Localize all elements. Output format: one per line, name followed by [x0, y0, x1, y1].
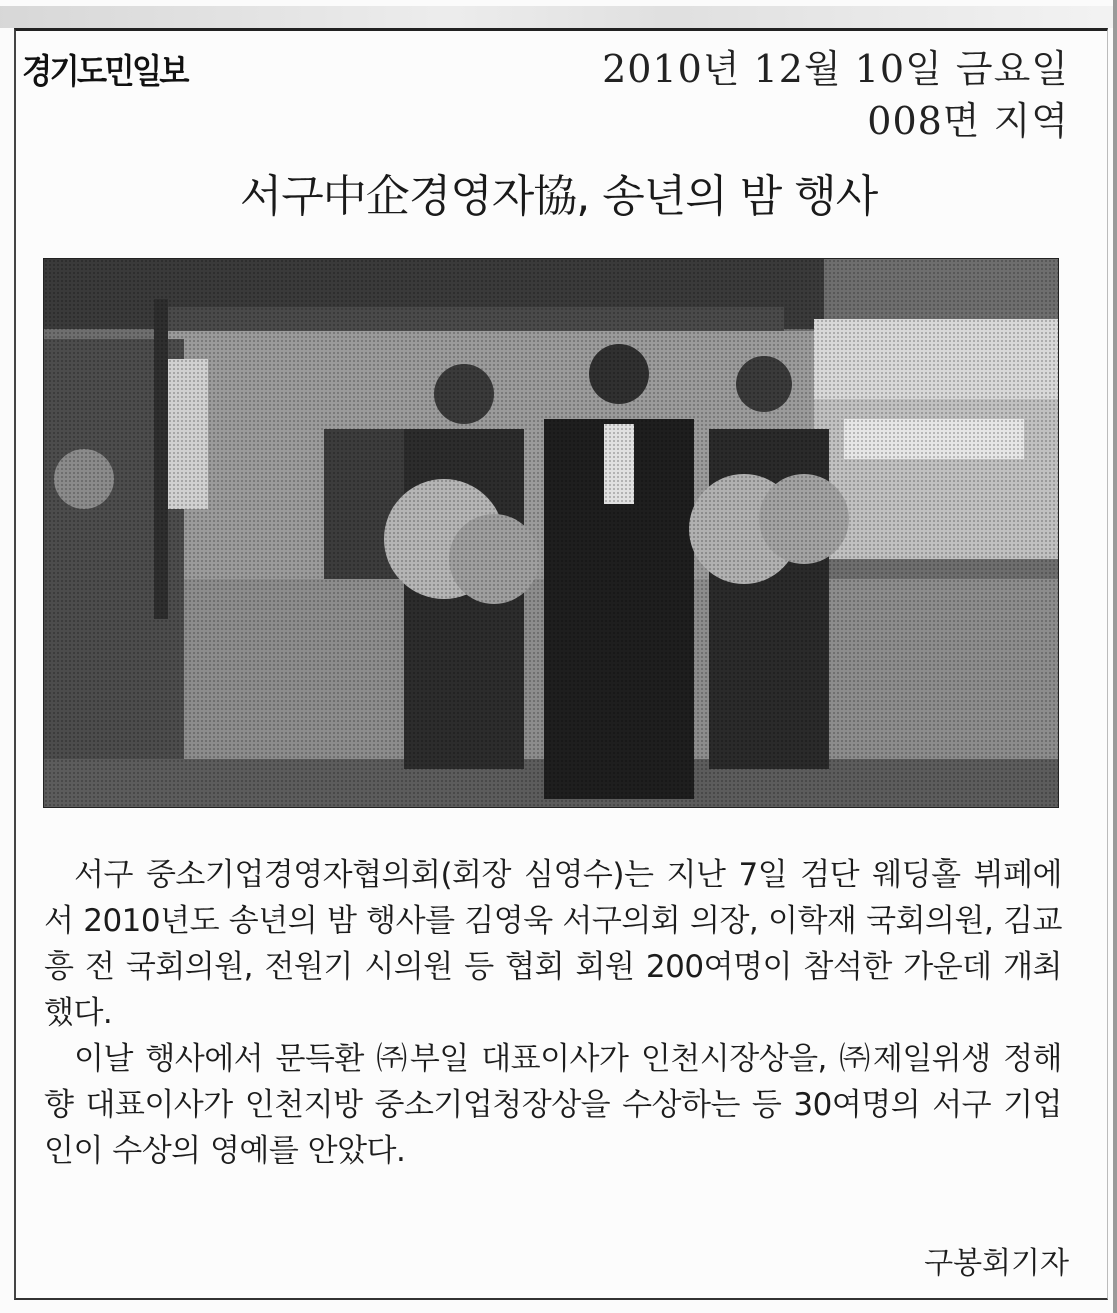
article-body	[44, 852, 1062, 1174]
article-headline: 서구中企경영자協, 송년의 밤 행사	[239, 171, 878, 222]
scan-smudge	[0, 6, 1117, 28]
publication-date: 2010년 12월 10일 금요일	[602, 47, 1069, 91]
newspaper-masthead: 경기도민일보	[22, 52, 187, 92]
reporter-byline: 구봉회기자	[924, 1246, 1069, 1281]
event-photo	[43, 258, 1059, 808]
article-paragraph-2: 이날 행사에서 문득환 ㈜부일 대표이사가 인천시장상을, ㈜제일위생 정해향 대표이사가 인천지방 중소기업청장상을 수상하는 등 30여명의 서구 기업인이 수상의 영예를 안았다.	[44, 1041, 1062, 1169]
page-section: 008면 지역	[867, 99, 1069, 143]
article-paragraph-1: 서구 중소기업경영자협의회(회장 심영수)는 지난 7일 검단 웨딩홀 뷔페에서 2010년도 송년의 밤 행사를 김영욱 서구의회 의장, 이학재 국회의원, 김교흥 전 국회의원, 전원기 시의원 등 협회 회원 200여명이 참석한 가운데 개최했다.	[44, 857, 1062, 1031]
photo-illustration	[44, 259, 1058, 807]
